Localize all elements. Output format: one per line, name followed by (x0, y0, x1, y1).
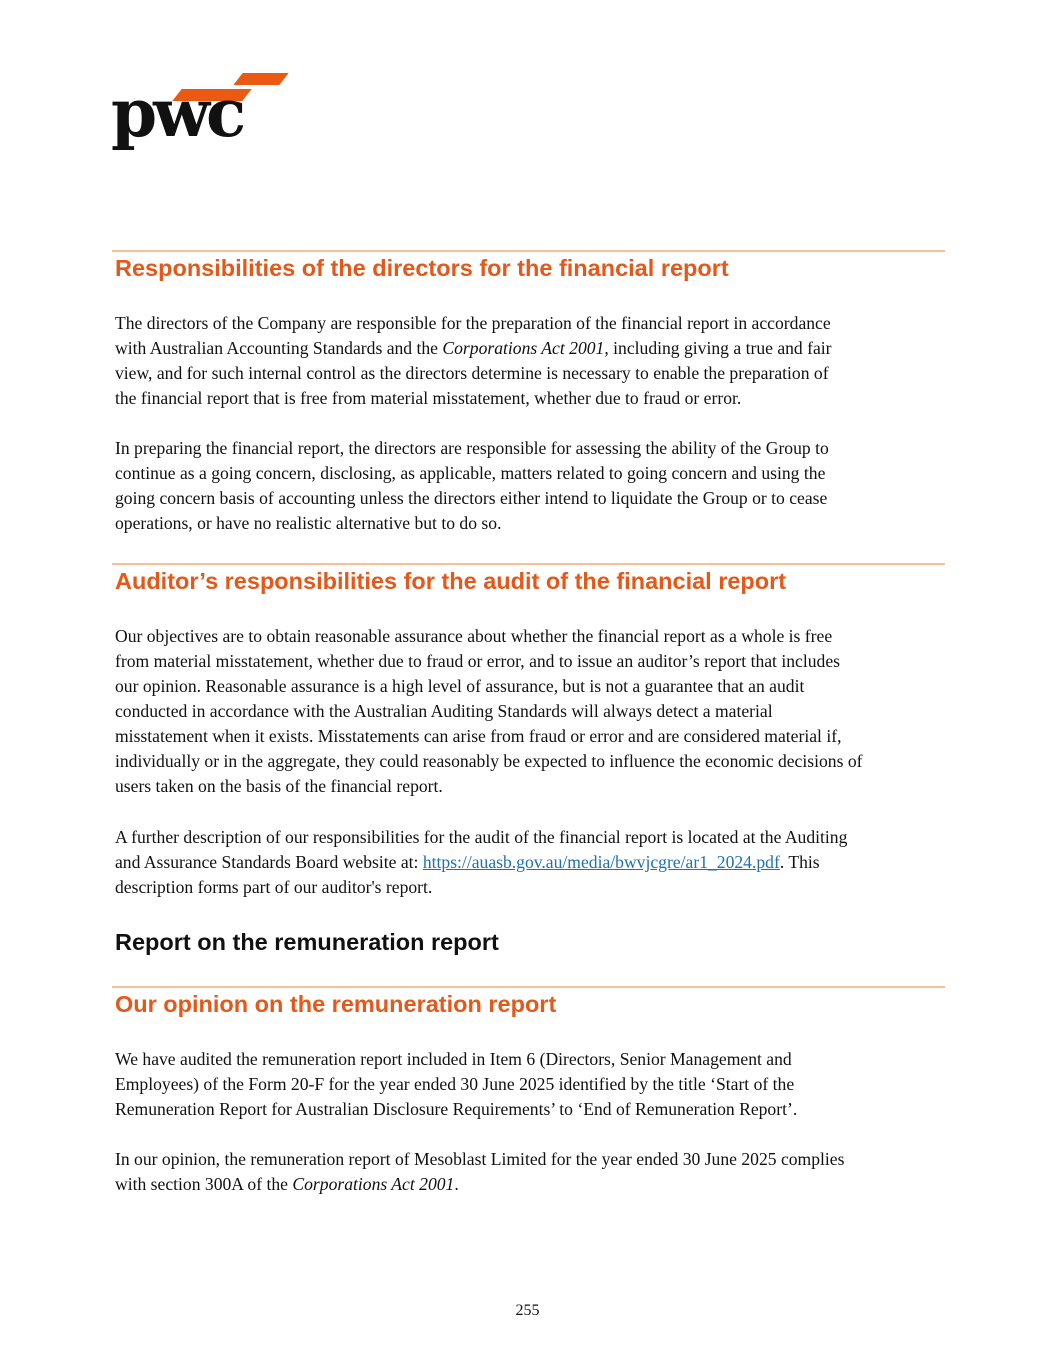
text-line: The directors of the Company are responsible for the preparation of the financial report in accordance (115, 313, 831, 333)
logo-wordmark: pwc (111, 74, 243, 152)
text-line: from material misstatement, whether due to fraud or error, and to issue an auditor’s report that includes (115, 651, 840, 671)
paragraph-remuneration-1 (115, 1047, 947, 1122)
text-line: Our objectives are to obtain reasonable assurance about whether the financial report as a whole is free (115, 626, 833, 646)
text-line: continue as a going concern, disclosing, as applicable, matters related to going concern and using the (115, 463, 826, 483)
text-line: our opinion. Reasonable assurance is a high level of assurance, but is not a guarantee that an audit (115, 676, 805, 696)
act-title-italic: Corporations Act 2001 (292, 1174, 455, 1194)
section-divider (112, 563, 945, 565)
text-line (115, 850, 947, 875)
text-line: the financial report that is free from material misstatement, whether due to fraud or error. (115, 388, 742, 408)
text-segment: . (454, 1174, 459, 1194)
text-segment: and Assurance Standards Board website at: (115, 852, 423, 872)
section-divider (112, 250, 945, 252)
pwc-logo (111, 72, 287, 162)
act-title-italic: Corporations Act 2001 (442, 338, 605, 358)
text-segment: . This (779, 852, 820, 872)
text-segment: with Australian Accounting Standards and the (115, 338, 443, 358)
text-line: In our opinion, the remuneration report of Mesoblast Limited for the year ended 30 June 2025 complies (115, 1149, 845, 1169)
heading-auditor-responsibilities: Auditor’s responsibilities for the audit of the financial report (115, 568, 787, 594)
text-line: Remuneration Report for Australian Disclosure Requirements’ to ‘End of Remuneration Report’. (115, 1099, 798, 1119)
text-line: Employees) of the Form 20-F for the year ended 30 June 2025 identified by the title ‘Start of the (115, 1074, 795, 1094)
text-line: operations, or have no realistic alternative but to do so. (115, 513, 502, 533)
heading-report-on-remuneration: Report on the remuneration report (115, 929, 499, 955)
page-number: 255 (515, 1302, 540, 1319)
paragraph-auditor-1 (115, 624, 947, 799)
text-line: conducted in accordance with the Australian Auditing Standards will always detect a material (115, 701, 773, 721)
paragraph-auditor-2 (115, 825, 947, 900)
text-segment: with section 300A of the (115, 1174, 293, 1194)
text-line (115, 1172, 947, 1197)
auasb-link[interactable]: https://auasb.gov.au/media/bwvjcgre/ar1_2024.pdf (422, 852, 780, 872)
text-segment: , including giving a true and fair (604, 338, 832, 358)
text-line: description forms part of our auditor's report. (115, 877, 433, 897)
paragraph-directors-2 (115, 436, 947, 536)
text-line: going concern basis of accounting unless the directors either intend to liquidate the Group or to cease (115, 488, 828, 508)
heading-directors-responsibilities: Responsibilities of the directors for the financial report (115, 255, 729, 281)
text-line: users taken on the basis of the financial report. (115, 776, 443, 796)
text-line: view, and for such internal control as the directors determine is necessary to enable the preparation of (115, 363, 829, 383)
paragraph-remuneration-2 (115, 1147, 947, 1197)
section-divider (112, 986, 945, 988)
heading-opinion-remuneration: Our opinion on the remuneration report (115, 991, 557, 1017)
text-line: In preparing the financial report, the directors are responsible for assessing the ability of the Group to (115, 438, 829, 458)
text-line: individually or in the aggregate, they could reasonably be expected to influence the economic decisions of (115, 751, 863, 771)
paragraph-directors-1 (115, 311, 947, 411)
text-line: We have audited the remuneration report included in Item 6 (Directors, Senior Management and (115, 1049, 792, 1069)
text-line (115, 336, 947, 361)
text-line: misstatement when it exists. Misstatements can arise from fraud or error and are considered material if, (115, 726, 842, 746)
text-line: A further description of our responsibilities for the audit of the financial report is located at the Auditing (115, 827, 848, 847)
